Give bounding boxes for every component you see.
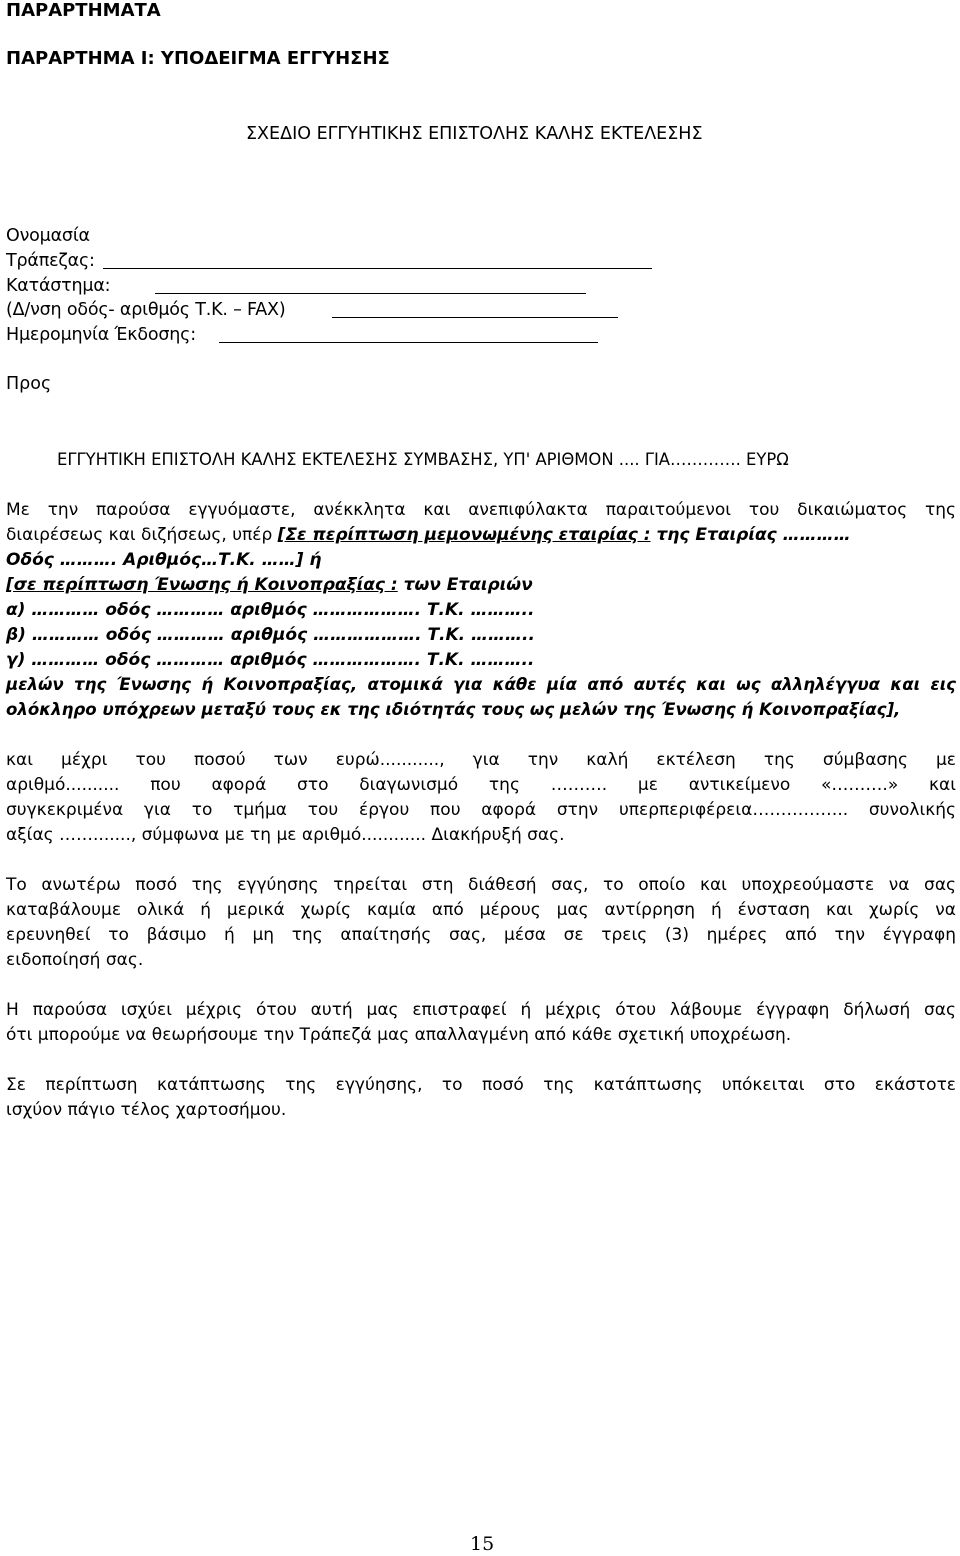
para1-line2-single-company: [Σε περίπτωση μεμονωμένης εταιρίας :: [277, 525, 651, 545]
bank-name-label-2: Τράπεζας:: [6, 251, 95, 271]
para1-line4-rest: των Εταιριών: [397, 575, 533, 595]
para1-line8: μελών της Ένωσης ή Κοινοπραξίας, ατομικά για κάθε μία από αυτές και ως αλληλέγγυα και εις: [6, 675, 956, 694]
para1-line2: [6, 525, 851, 545]
para3-line1: Το ανωτέρω ποσό της εγγύησης τηρείται στη διάθεσή σας, το οποίο και υποχρεούμαστε να σας: [6, 875, 956, 895]
member-a-line: α) ………… οδός ………… αριθμός ………………. Τ.Κ. ………..: [6, 600, 535, 620]
address-label: (Δ/νση οδός- αριθμός Τ.Κ. – FAX): [6, 300, 286, 320]
letter-title: ΕΓΓΥΗΤΙΚΗ ΕΠΙΣΤΟΛΗ ΚΑΛΗΣ ΕΚΤΕΛΕΣΗΣ ΣΥΜΒΑΣΗΣ, ΥΠ' ΑΡΙΘΜΟΝ .... ΓΙΑ…………. ΕΥΡΩ: [57, 450, 789, 469]
para5-line2: ισχύον πάγιο τέλος χαρτοσήμου.: [6, 1100, 287, 1120]
para5-line1: Σε περίπτωση κατάπτωσης της εγγύησης, το ποσό της κατάπτωσης υπόκειται στο εκάστοτε: [6, 1075, 956, 1095]
para2-line2: αριθμό.......... που αφορά στο διαγωνισμό της ………. με αντικείμενο «……….» και: [6, 775, 956, 795]
para3-line4: ειδοποίησή σας.: [6, 950, 144, 970]
address-blank-line: [332, 317, 618, 318]
document-title: ΣΧΕΔΙΟ ΕΓΓΥΗΤΙΚΗΣ ΕΠΙΣΤΟΛΗΣ ΚΑΛΗΣ ΕΚΤΕΛΕΣΗΣ: [246, 124, 703, 144]
member-c-line: γ) ………… οδός ………… αριθμός ………………. Τ.Κ. ………..: [6, 650, 535, 670]
para1-line9: ολόκληρο υπόχρεων μεταξύ τους εκ της ιδιότητάς τους ως μελών της Ένωσης ή Κοινοπραξίας],: [6, 700, 901, 719]
branch-label: Κατάστημα:: [6, 276, 111, 296]
para3-line2: καταβάλουμε ολικά ή μερικά χωρίς καμία από μέρους μας αντίρρηση ή ένσταση και χωρίς να: [6, 900, 956, 920]
page-number: 15: [470, 1533, 495, 1555]
recipient-label: Προς: [6, 374, 52, 394]
annex-title: ΠΑΡΑΡΤΗΜΑ Ι: ΥΠΟΔΕΙΓΜΑ ΕΓΓΥΗΣΗΣ: [6, 48, 390, 69]
bank-name-blank-line: [103, 268, 652, 269]
para1-line2-company: της Εταιρίας …………: [650, 525, 851, 545]
para1-line4: [6, 575, 533, 595]
branch-blank-line: [155, 293, 586, 294]
member-b-line: β) ………… οδός ………… αριθμός ………………. Τ.Κ. ………..: [6, 625, 535, 645]
issue-date-blank-line: [219, 342, 598, 343]
para1-line2-plain: διαιρέσεως και διζήσεως, υπέρ: [6, 525, 278, 545]
para2-line1: και μέχρι του ποσού των ευρώ..........., για την καλή εκτέλεση της σύμβασης με: [6, 750, 956, 770]
para1-line4-joint-venture: [σε περίπτωση Ένωσης ή Κοινοπραξίας :: [6, 575, 398, 595]
para4-line1: Η παρούσα ισχύει μέχρις ότου αυτή μας επιστραφεί ή μέχρις ότου λάβουμε έγγραφη δήλωσή σας: [6, 1000, 956, 1020]
para1-line3: Οδός ………. Αριθμός…Τ.Κ. ……] ή: [6, 550, 322, 570]
para2-line3: συγκεκριμένα για το τμήμα του έργου που αφορά στην υπερπεριφέρεια…………….. συνολικής: [6, 800, 956, 820]
para1-line1: Με την παρούσα εγγυόμαστε, ανέκκλητα και ανεπιφύλακτα παραιτούμενοι του δικαιώματος της: [6, 500, 956, 520]
appendices-heading: ΠΑΡΑΡΤΗΜΑΤΑ: [6, 0, 161, 21]
para3-line3: ερευνηθεί το βάσιμο ή μη της απαίτησής σας, μέσα σε τρεις (3) ημέρες από την έγγραφη: [6, 925, 956, 945]
bank-name-label-1: Ονομασία: [6, 226, 90, 246]
para4-line2: ότι μπορούμε να θεωρήσουμε την Τράπεζά μας απαλλαγμένη από κάθε σχετική υποχρέωση.: [6, 1025, 792, 1045]
para2-line4: αξίας ……......., σύμφωνα με τη με αριθμό............ Διακήρυξή σας.: [6, 825, 565, 845]
issue-date-label: Ημερομηνία Έκδοσης:: [6, 325, 196, 345]
